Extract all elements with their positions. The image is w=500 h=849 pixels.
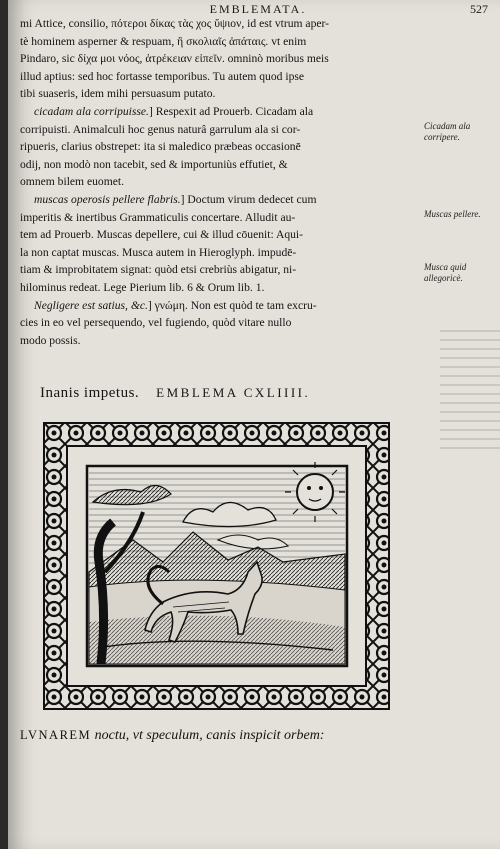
text-line: modo possis. xyxy=(20,333,81,347)
text-line: tibi suaseris, idem mihi persuasum putato. xyxy=(20,87,216,101)
marginal-note-musca-allegory: Musca quid allegoricè. xyxy=(424,262,467,283)
emblem-heading xyxy=(40,385,400,402)
paragraph-negligere-first-line xyxy=(20,297,420,315)
lemma-muscas: muscas operosis pellere flabris. xyxy=(34,192,181,206)
text-line: tiam & improbitatem signat: quòd etsi crebriùs abigatur, ni- xyxy=(20,263,297,277)
marginal-note-muscas: Muscas pellere. xyxy=(424,209,481,219)
text-line: ] Respexit ad Prouerb. Cicadam ala xyxy=(148,104,314,118)
paragraph-cicada-first-line xyxy=(20,103,420,121)
emblem-number: EMBLEMA CXLIIII. xyxy=(156,385,311,400)
text-line: la non captat muscas. Musca autem in Hieroglyph. impudē- xyxy=(20,245,297,259)
text-line: hilominus redeat. Lege Pierium lib. 6 & Orum lib. 1. xyxy=(20,280,265,294)
text-line: Pindaro, sic δίχα μοι νόος, ἀτρέκειαν εἰπεῖν. omninò moribus meis xyxy=(20,52,329,66)
lemma-negligere: Negligere est satius, &c. xyxy=(34,298,148,312)
text-line: mi Attice, consilio, πότεροι δίκας τὰς χος ὕψιον, id est vtrum aper- xyxy=(20,17,330,30)
motto-text: noctu, vt speculum, canis inspicit orbem: xyxy=(91,728,325,743)
text-line: tè hominem asperner & respuam, ἢ σκολιαῖς ἀπάταις. vt enim xyxy=(20,34,307,48)
woodcut-illustration xyxy=(43,422,390,710)
emblem-motto xyxy=(20,728,420,744)
text-line: tem ad Prouerb. Muscas depellere, cui & illud cōuenit: Aqui- xyxy=(20,228,304,242)
emblem-title: Inanis impetus. xyxy=(40,385,140,401)
text-line: odij, non modò non tacebit, sed & importuniùs effutiet, & xyxy=(20,157,288,171)
motto-initial: LVNAREM xyxy=(20,728,92,742)
text-line: omnem bilem euomet. xyxy=(20,175,124,189)
scene-dog-and-moon xyxy=(87,462,347,666)
text-line: ] Doctum virum dedecet cum xyxy=(180,192,317,206)
text-line: illud aptius: sed hoc fortasse temporibus. Tu autem quod ipse xyxy=(20,69,305,83)
commentary-text xyxy=(20,15,420,349)
text-line: corripuisti. Animalculi hoc genus naturâ garrulum ala si cor- xyxy=(20,122,301,136)
text-line: imperitis & inertibus Grammaticulis concertare. Alludit au- xyxy=(20,210,296,224)
text-line: ] γνώμη. Non est quòd te tam excru- xyxy=(147,298,317,312)
marginal-note-cicada: Cicadam ala corripere. xyxy=(424,121,471,142)
book-page xyxy=(8,0,500,849)
paragraph-muscas-first-line xyxy=(20,191,420,209)
show-through-text xyxy=(440,330,500,450)
page-number: 527 xyxy=(470,2,488,16)
lemma-cicada: cicadam ala corripuisse. xyxy=(34,104,149,118)
text-line: ripueris, clarius obstrepet: ita si maledico præbeas occasionē xyxy=(20,140,301,154)
running-head: EMBLEMATA. xyxy=(209,2,307,16)
text-line: cies in eo vel persequendo, vel fugiendo, quòd vitare nullo xyxy=(20,316,292,330)
